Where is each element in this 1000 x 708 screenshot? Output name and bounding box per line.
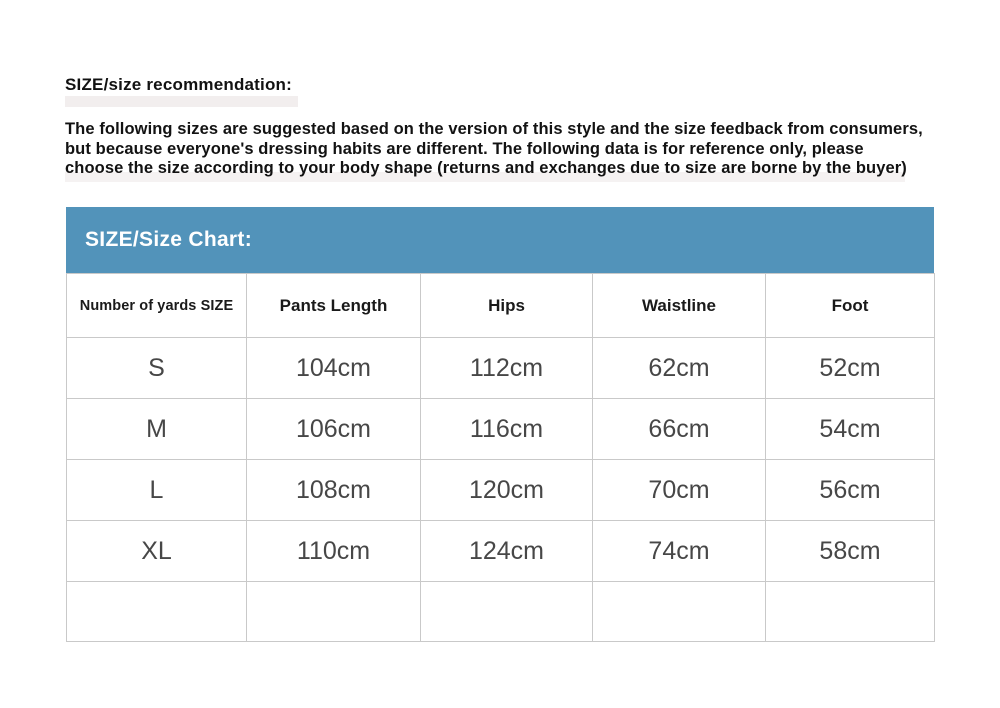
column-header-foot: Foot: [766, 274, 935, 338]
cell-hips: 116cm: [421, 399, 593, 460]
table-row-empty: [67, 582, 935, 642]
cell-hips: [421, 582, 593, 642]
column-header-waistline: Waistline: [593, 274, 766, 338]
title-highlight-band: [65, 96, 298, 107]
cell-size: [67, 582, 247, 642]
intro-line-2: but because everyone's dressing habits are different. The following data is for reference only, please: [65, 139, 864, 158]
cell-pants-length: [247, 582, 421, 642]
size-chart-header-row: [67, 274, 935, 338]
column-header-size: Number of yards SIZE: [67, 274, 247, 338]
cell-pants-length: 108cm: [247, 460, 421, 521]
table-row-xl: [67, 521, 935, 582]
cell-waistline: 70cm: [593, 460, 766, 521]
cell-hips: 120cm: [421, 460, 593, 521]
cell-size: L: [67, 460, 247, 521]
intro-line-3: choose the size according to your body shape (returns and exchanges due to size are borne by the buyer): [65, 159, 907, 177]
cell-size: XL: [67, 521, 247, 582]
table-row-m: [67, 399, 935, 460]
cell-pants-length: 106cm: [247, 399, 421, 460]
cell-foot: [766, 582, 935, 642]
cell-pants-length: 110cm: [247, 521, 421, 582]
cell-pants-length: 104cm: [247, 338, 421, 399]
cell-foot: 54cm: [766, 399, 935, 460]
cell-size: S: [67, 338, 247, 399]
size-chart-title-bar: [66, 207, 934, 273]
cell-hips: 124cm: [421, 521, 593, 582]
cell-foot: 58cm: [766, 521, 935, 582]
column-header-hips: Hips: [421, 274, 593, 338]
cell-waistline: 62cm: [593, 338, 766, 399]
cell-waistline: 66cm: [593, 399, 766, 460]
page-title: SIZE/size recommendation:: [65, 75, 292, 94]
intro-line-1: The following sizes are suggested based on the version of this style and the size feedback from consumers,: [65, 120, 923, 138]
column-header-pants-length: Pants Length: [247, 274, 421, 338]
cell-size: M: [67, 399, 247, 460]
cell-foot: 56cm: [766, 460, 935, 521]
size-chart-table: [66, 273, 935, 642]
cell-foot: 52cm: [766, 338, 935, 399]
table-row-s: [67, 338, 935, 399]
cell-waistline: [593, 582, 766, 642]
intro-paragraph: [65, 120, 955, 179]
size-chart-title: SIZE/Size Chart:: [85, 228, 252, 251]
cell-hips: 112cm: [421, 338, 593, 399]
cell-waistline: 74cm: [593, 521, 766, 582]
table-row-l: [67, 460, 935, 521]
